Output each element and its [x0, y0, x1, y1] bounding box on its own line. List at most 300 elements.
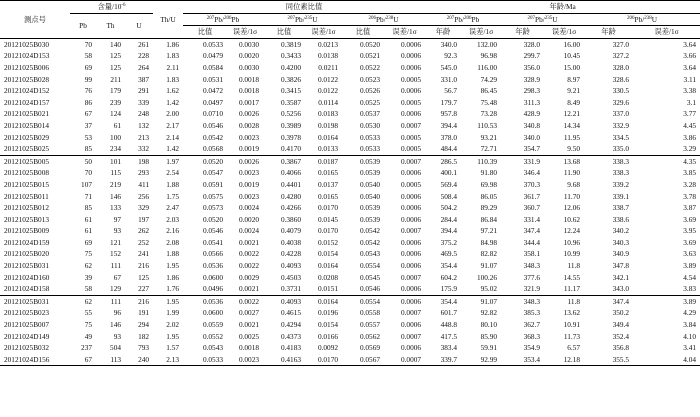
data-cell: 95.02	[480, 284, 498, 294]
data-cell: 111	[110, 261, 121, 271]
data-cell: 338.6	[612, 214, 630, 224]
data-cell: 0.4266	[280, 203, 302, 213]
data-cell: 133	[110, 203, 121, 213]
data-cell: 335.0	[612, 144, 630, 154]
data-cell: 11.95	[563, 132, 581, 142]
data-cell: 0.0154	[317, 320, 339, 330]
data-cell: 16.00	[563, 39, 581, 49]
data-cell: 327.2	[612, 51, 630, 61]
data-cell: 3.89	[683, 261, 697, 271]
content-group-header: 含量$/10^{-6}$	[70, 1, 153, 14]
data-cell: 293	[138, 168, 150, 178]
data-cell: 0.0183	[317, 109, 339, 119]
data-cell: 56.7	[444, 86, 458, 96]
data-cell: 375.2	[440, 237, 458, 247]
data-cell: 350.2	[612, 308, 630, 318]
data-cell: 115	[110, 168, 121, 178]
data-cell: 0.0030	[238, 62, 260, 72]
data-cell: 0.0533	[202, 39, 224, 49]
table-row	[0, 155, 700, 167]
sample-id-cell: 20121025B031	[4, 261, 49, 271]
data-cell: 0.0569	[359, 343, 381, 353]
data-cell: 8.49	[567, 97, 581, 107]
data-cell: 328.9	[523, 74, 541, 84]
data-cell: 0.0006	[400, 203, 422, 213]
table-row	[0, 272, 700, 284]
data-cell: 354.4	[440, 261, 458, 271]
error-header: 误差/1σ	[544, 26, 584, 39]
data-cell: 352.4	[612, 331, 630, 341]
data-cell: 0.0030	[238, 39, 260, 49]
data-cell: 0.0198	[317, 120, 339, 130]
data-cell: 0.0545	[359, 272, 381, 282]
data-cell: 340.2	[612, 226, 630, 236]
data-cell: 0.0007	[400, 120, 422, 130]
data-cell: 84.98	[480, 237, 498, 247]
data-cell: 328.0	[612, 62, 630, 72]
table-header	[0, 1, 700, 39]
data-cell: 0.0541	[202, 237, 224, 247]
data-cell: 0.0006	[384, 295, 425, 307]
data-cell: 10.99	[563, 249, 581, 259]
data-cell: 484.4	[440, 144, 458, 154]
data-cell: 331.9	[501, 155, 544, 167]
data-cell: 96	[113, 308, 121, 318]
table-row	[0, 62, 700, 74]
table-row	[0, 97, 700, 109]
data-cell: 125	[110, 51, 121, 61]
sample-id-cell: 20121025B020	[4, 249, 49, 259]
data-cell: 4.10	[683, 331, 697, 341]
data-cell: 9.50	[567, 144, 581, 154]
data-cell: 311.3	[523, 97, 541, 107]
data-cell: 347.4	[584, 295, 633, 307]
data-cell: 0.0557	[359, 320, 381, 330]
data-cell: 0.0566	[202, 249, 224, 259]
data-cell: 3.28	[683, 179, 697, 189]
sample-id-cell: 20121025B021	[4, 109, 49, 119]
data-cell: 11.8	[567, 261, 581, 271]
data-cell: 85	[84, 144, 92, 154]
data-cell: 338.3	[584, 155, 633, 167]
data-cell: 0.0138	[317, 51, 339, 61]
data-cell: 400.1	[440, 168, 458, 178]
data-cell: 91.07	[480, 261, 498, 271]
error-header: 误差/1σ	[461, 26, 501, 39]
data-cell: 355.5	[612, 354, 630, 364]
data-cell: 0.0020	[238, 214, 260, 224]
data-cell: 240	[138, 354, 150, 364]
data-cell: 2.03	[166, 214, 180, 224]
sample-id-cell: 20121025B030	[4, 39, 49, 49]
data-cell: 417.5	[440, 331, 458, 341]
data-cell: 92.82	[480, 308, 498, 318]
data-cell: 75.48	[480, 97, 498, 107]
data-cell: 3.87	[683, 203, 697, 213]
data-cell: 0.0005	[400, 97, 422, 107]
data-cell: 0.0539	[359, 214, 381, 224]
data-cell: 0.0019	[238, 179, 260, 189]
data-cell: 3.64	[683, 62, 697, 72]
data-cell: 0.0539	[359, 203, 381, 213]
data-cell: 370.3	[523, 179, 541, 189]
data-cell: 50	[70, 155, 96, 167]
u-header: U	[125, 13, 153, 38]
data-cell: 2.16	[166, 226, 180, 236]
data-cell: 80.10	[480, 320, 498, 330]
data-cell: 11.70	[563, 191, 581, 201]
sample-id-cell: 20121025B012	[4, 203, 49, 213]
data-cell: 92.99	[480, 354, 498, 364]
data-cell: 96.98	[480, 51, 498, 61]
data-cell: 1.83	[166, 74, 180, 84]
data-cell: 61	[113, 120, 121, 130]
table-row	[0, 354, 700, 366]
data-cell: 132	[138, 120, 150, 130]
data-cell: 91.07	[461, 295, 501, 307]
data-cell: 3.29	[683, 144, 697, 154]
table-row	[0, 248, 700, 260]
data-cell: 793	[138, 343, 150, 353]
data-cell: 349.4	[612, 320, 630, 330]
data-cell: 182	[138, 331, 150, 341]
data-cell: 0.0533	[359, 132, 381, 142]
data-cell: 0.0522	[359, 62, 381, 72]
data-cell: 3.95	[683, 226, 697, 236]
age-pb207-pb206-header: $^{207}$Pb/$^{206}$Pb	[425, 13, 501, 26]
data-cell: 11.90	[563, 168, 581, 178]
data-cell: 12.06	[563, 203, 581, 213]
data-cell: 2.47	[166, 203, 180, 213]
data-cell: 0.0006	[400, 62, 422, 72]
data-cell: 3.1	[686, 97, 697, 107]
data-cell: 0.0006	[400, 343, 422, 353]
data-cell: 1.99	[166, 308, 180, 318]
data-cell: 358.1	[523, 249, 541, 259]
data-cell: 216	[138, 261, 150, 271]
data-cell: 354.9	[523, 343, 541, 353]
data-cell: 340.0	[440, 39, 458, 49]
data-cell: 219	[110, 179, 121, 189]
error-header: 误差/1σ	[384, 26, 425, 39]
data-cell: 0.0213	[317, 39, 339, 49]
data-cell: 0.0007	[400, 308, 422, 318]
data-cell: 0.0006	[400, 320, 422, 330]
data-cell: 329	[138, 203, 150, 213]
data-cell: 1.42	[166, 97, 180, 107]
data-cell: 13.68	[544, 155, 584, 167]
data-cell: 0.0024	[238, 226, 260, 236]
data-cell: 353.4	[523, 354, 541, 364]
table-row	[0, 307, 700, 319]
data-cell: 3.66	[683, 51, 697, 61]
data-cell: 0.0525	[359, 97, 381, 107]
data-cell: 0.4183	[280, 343, 302, 353]
data-cell: 0.4170	[280, 144, 302, 154]
data-cell: 261	[138, 39, 150, 49]
table-row	[0, 191, 700, 203]
data-cell: 368.3	[523, 331, 541, 341]
thu-header: Th/U	[153, 1, 183, 39]
data-cell: 61	[84, 226, 92, 236]
data-cell: 67	[113, 272, 121, 282]
data-cell: 10.45	[563, 51, 581, 61]
data-cell: 0.0005	[400, 179, 422, 189]
data-cell: 469.5	[440, 249, 458, 259]
data-cell: 0.0584	[202, 62, 224, 72]
data-cell: 387	[138, 74, 150, 84]
data-cell: 113	[110, 354, 121, 364]
data-cell: 152	[110, 249, 121, 259]
data-cell: 110.53	[477, 120, 498, 130]
data-cell: 0.0496	[202, 284, 224, 294]
data-cell: 0.0554	[359, 261, 381, 271]
data-cell: 0.0006	[400, 86, 422, 96]
age-group-header: 年龄/Ma	[425, 1, 700, 14]
data-cell: 0.4163	[280, 354, 302, 364]
data-cell: 140	[110, 39, 121, 49]
data-cell: 0.0546	[202, 226, 224, 236]
data-cell: 0.0710	[202, 109, 224, 119]
data-cell: 0.4093	[263, 295, 305, 307]
data-cell: 0.0540	[359, 191, 381, 201]
data-cell: 0.0026	[227, 155, 263, 167]
data-cell: 3.69	[683, 214, 697, 224]
data-cell: 0.0018	[238, 86, 260, 96]
data-cell: 0.0006	[400, 39, 422, 49]
data-cell: 0.0005	[400, 144, 422, 154]
sample-id-cell: 20121025B014	[4, 120, 49, 130]
data-cell: 383.4	[440, 343, 458, 353]
data-cell: 2.02	[166, 320, 180, 330]
data-cell: 11.8	[544, 295, 584, 307]
data-cell: 53	[84, 132, 92, 142]
data-cell: 0.0092	[317, 343, 339, 353]
data-cell: 10.91	[563, 320, 581, 330]
data-cell: 75	[84, 320, 92, 330]
data-cell: 0.4503	[280, 272, 302, 282]
data-cell: 0.0165	[317, 191, 339, 201]
data-cell: 394.4	[440, 120, 458, 130]
sample-id-cell: 20121024D160	[4, 272, 50, 282]
table-body	[0, 38, 700, 366]
table-row	[0, 237, 700, 249]
data-cell: 0.0543	[359, 249, 381, 259]
data-cell: 1.95	[166, 331, 180, 341]
th-header: Th	[96, 13, 125, 38]
data-cell: 0.0023	[238, 168, 260, 178]
data-cell: 0.0536	[183, 295, 227, 307]
data-cell: 0.0021	[238, 320, 260, 330]
data-cell: 1.86	[166, 39, 180, 49]
data-cell: 0.3819	[280, 39, 302, 49]
data-cell: 0.0542	[359, 237, 381, 247]
data-cell: 86.84	[480, 214, 498, 224]
data-cell: 340.8	[523, 120, 541, 130]
data-cell: 0.0006	[400, 191, 422, 201]
sample-id-cell: 20121024D149	[4, 331, 50, 341]
data-cell: 0.0536	[202, 261, 224, 271]
data-cell: 2.54	[166, 168, 180, 178]
data-cell: 0.0029	[238, 272, 260, 282]
data-cell: 340.9	[612, 249, 630, 259]
data-cell: 211	[110, 74, 121, 84]
data-cell: 0.0023	[238, 191, 260, 201]
data-cell: 89.29	[480, 203, 498, 213]
data-cell: 0.3860	[280, 214, 302, 224]
data-cell: 0.0472	[202, 86, 224, 96]
data-cell: 107	[81, 179, 92, 189]
data-cell: 361.7	[523, 191, 541, 201]
data-cell: 0.0005	[400, 132, 422, 142]
data-cell: 0.0006	[400, 109, 422, 119]
data-cell: 362.7	[523, 320, 541, 330]
data-cell: 298.3	[523, 86, 541, 96]
data-cell: 0.0021	[238, 284, 260, 294]
data-cell: 0.0006	[400, 51, 422, 61]
data-cell: 12.18	[563, 354, 581, 364]
data-cell: 0.0164	[317, 132, 339, 142]
data-cell: 0.0208	[317, 272, 339, 282]
data-cell: 0.0007	[400, 226, 422, 236]
data-cell: 354.7	[523, 144, 541, 154]
ratio-pb207-pb206-header: $^{207}$Pb/$^{206}$Pb	[183, 13, 263, 26]
data-cell: 0.0552	[202, 331, 224, 341]
data-cell: 6.57	[567, 343, 581, 353]
data-cell: 3.38	[683, 86, 697, 96]
data-cell: 13.62	[563, 308, 581, 318]
data-cell: 0.0531	[202, 74, 224, 84]
data-cell: 328.0	[523, 39, 541, 49]
data-cell: 504	[110, 343, 121, 353]
data-cell: 0.0543	[202, 343, 224, 353]
data-cell: 1.88	[166, 179, 180, 189]
data-cell: 428.9	[523, 109, 541, 119]
data-cell: 0.0573	[202, 203, 224, 213]
data-cell: 14.55	[563, 272, 581, 282]
data-cell: 0.0025	[238, 331, 260, 341]
data-cell: 1.95	[153, 295, 183, 307]
data-cell: 58	[84, 51, 92, 61]
data-cell: 1.76	[166, 284, 180, 294]
data-cell: 569.4	[440, 179, 458, 189]
data-cell: 3.85	[683, 168, 697, 178]
data-cell: 0.0164	[305, 295, 342, 307]
table-row	[0, 295, 700, 307]
data-cell: 0.0114	[318, 97, 339, 107]
data-cell: 0.4401	[280, 179, 302, 189]
data-cell: 93.21	[480, 132, 498, 142]
data-cell: 0.0523	[359, 74, 381, 84]
data-cell: 216	[125, 295, 153, 307]
data-cell: 3.69	[683, 237, 697, 247]
data-cell: 329.6	[612, 97, 630, 107]
table-row	[0, 319, 700, 331]
sample-id-cell: 20121024D156	[4, 354, 50, 364]
data-cell: 0.0006	[400, 284, 422, 294]
data-cell: 1.62	[166, 86, 180, 96]
table-row	[0, 179, 700, 191]
data-cell: 1.88	[166, 249, 180, 259]
data-cell: 3.86	[683, 132, 697, 142]
data-cell: 237	[81, 343, 92, 353]
sample-id-cell: 20121025B008	[4, 168, 49, 178]
data-cell: 241	[138, 249, 150, 259]
data-cell: 15.00	[563, 62, 581, 72]
data-cell: 191	[138, 308, 150, 318]
data-cell: 330.5	[612, 86, 630, 96]
data-cell: 3.78	[683, 191, 697, 201]
data-cell: 125	[138, 272, 150, 282]
data-cell: 286.5	[425, 155, 461, 167]
table-row	[0, 38, 700, 50]
data-cell: 228	[138, 51, 150, 61]
data-cell: 0.4228	[280, 249, 302, 259]
data-cell: 175.9	[440, 284, 458, 294]
data-cell: 377.6	[523, 272, 541, 282]
data-cell: 0.0542	[359, 226, 381, 236]
data-cell: 4.45	[683, 120, 697, 130]
data-cell: 0.0022	[227, 295, 263, 307]
data-cell: 97.21	[480, 226, 498, 236]
data-cell: 504.2	[440, 203, 458, 213]
error-header: 误差/1σ	[305, 26, 342, 39]
sample-id-cell: 20121024D157	[4, 97, 50, 107]
data-cell: 125	[110, 62, 121, 72]
isotope-group-header: 同位素比值	[183, 1, 425, 14]
data-cell: 86.45	[480, 86, 498, 96]
data-cell: 0.0170	[317, 203, 339, 213]
data-cell: 0.4280	[280, 191, 302, 201]
data-cell: 394.4	[440, 226, 458, 236]
data-cell: 0.0165	[317, 168, 339, 178]
sample-id-cell: 20121024D158	[4, 284, 50, 294]
data-cell: 0.4615	[280, 308, 302, 318]
data-cell: 291	[138, 86, 150, 96]
data-cell: 0.0539	[342, 155, 384, 167]
sample-id-cell: 20121025B006	[4, 62, 49, 72]
data-cell: 0.0558	[359, 308, 381, 318]
data-cell: 348.3	[523, 261, 541, 271]
pb-header: Pb	[70, 13, 96, 38]
data-cell: 59.91	[480, 343, 498, 353]
data-cell: 55	[84, 308, 92, 318]
data-cell: 0.0023	[238, 132, 260, 142]
data-cell: 0.0166	[317, 331, 339, 341]
data-cell: 8.97	[567, 74, 581, 84]
data-cell: 321.9	[523, 284, 541, 294]
data-cell: 101	[96, 155, 125, 167]
table-row	[0, 283, 700, 295]
data-cell: 0.0018	[238, 74, 260, 84]
data-cell: 0.0020	[238, 51, 260, 61]
data-cell: 227	[138, 284, 150, 294]
data-cell: 339	[138, 97, 150, 107]
data-cell: 0.0567	[359, 354, 381, 364]
data-cell: 74.29	[480, 74, 498, 84]
sample-id-cell: 20121025B032	[4, 343, 49, 353]
data-cell: 3.83	[683, 284, 697, 294]
data-cell: 0.0026	[238, 109, 260, 119]
data-cell: 124	[110, 109, 121, 119]
data-cell: 3.41	[683, 343, 697, 353]
data-cell: 100.26	[476, 272, 498, 282]
data-cell: 0.4079	[280, 226, 302, 236]
data-cell: 601.7	[440, 308, 458, 318]
data-cell: 0.0122	[317, 74, 339, 84]
data-cell: 0.5256	[280, 109, 302, 119]
data-cell: 0.0559	[202, 320, 224, 330]
